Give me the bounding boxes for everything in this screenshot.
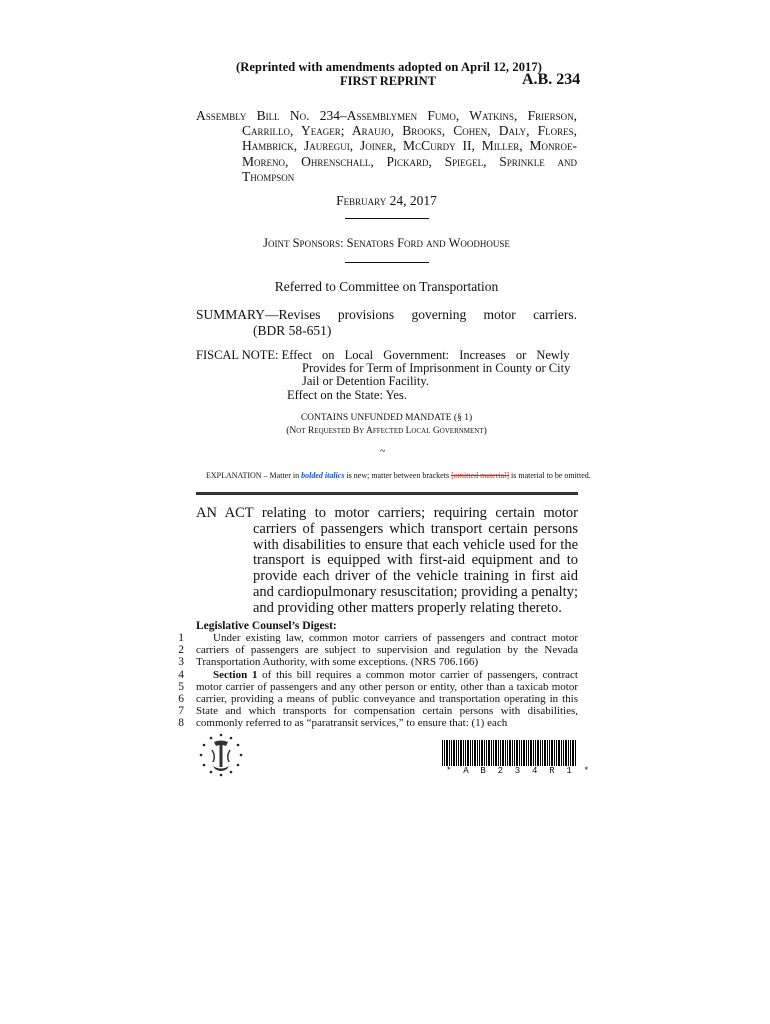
first-reprint-label: FIRST REPRINT [340, 74, 436, 88]
line-number: 1 [178, 632, 184, 644]
divider [345, 218, 429, 219]
explanation-new-matter: bolded italics [301, 471, 345, 480]
summary-word: motor [483, 307, 516, 322]
fiscal-label: FISCAL NOTE: [196, 348, 279, 362]
summary-label: SUMMARY—Revises [196, 307, 321, 322]
barcode-bar [537, 740, 539, 766]
summary [196, 307, 577, 338]
barcode-bar [463, 740, 464, 766]
reprint-note: (Reprinted with amendments adopted on April 12, 2017) [236, 60, 543, 74]
divider [345, 262, 429, 263]
barcode-bar [528, 740, 529, 766]
barcode-bar [446, 740, 448, 766]
digest-paragraph [196, 669, 578, 730]
barcode-bar [519, 740, 520, 766]
barcode-bar [484, 740, 485, 766]
digest-text: of this bill requires a common motor carrier of passengers, contract motor carrier of passengers and any other person or entity, other than a taxicab motor carrier, providing a means of public conveyance and transportation operating in this State and which transports for compensation certain persons with disabilities, commonly referred to as “paratransit services,” to ensure that: (1) each [196, 668, 578, 730]
barcode-bar [512, 740, 513, 766]
barcode-bar [458, 740, 459, 766]
barcode-bar [544, 740, 546, 766]
barcode-bar [453, 740, 455, 766]
barcode-bar [565, 740, 567, 766]
section-divider [196, 492, 578, 495]
barcode-bar [481, 740, 483, 766]
line-number: 5 [178, 680, 184, 693]
barcode-bar [540, 740, 541, 766]
line-number: 6 [178, 693, 184, 706]
barcode-bar [542, 740, 543, 766]
barcode-bar [449, 740, 450, 766]
line-number: 2 [178, 644, 184, 657]
barcode-bar [472, 740, 473, 766]
barcode-bar [486, 740, 487, 766]
explanation [206, 471, 591, 480]
barcode-bar [474, 740, 476, 766]
barcode-bar [526, 740, 527, 766]
barcode-bar [467, 740, 469, 766]
section-ref: Section 1 [213, 668, 258, 681]
barcode-bar [530, 740, 532, 766]
line-numbers [170, 632, 184, 730]
barcode-bar [477, 740, 478, 766]
fiscal-local-cont: Jail or Detention Facility. [302, 374, 429, 389]
barcode-bar [500, 740, 501, 766]
bill-date: February 24, 2017 [336, 193, 437, 208]
barcode-bar [554, 740, 555, 766]
barcode-bar [521, 740, 522, 766]
barcode-bar [570, 740, 571, 766]
barcode-bar [502, 740, 504, 766]
barcode-bar [516, 740, 518, 766]
barcode-bar [465, 740, 466, 766]
barcode-icon [442, 740, 576, 766]
barcode-bar [491, 740, 492, 766]
barcode-text: * A B 2 3 4 R 1 * [446, 766, 593, 776]
digest-heading: Legislative Counsel’s Digest: [196, 620, 337, 632]
barcode-bar [479, 740, 480, 766]
barcode-bar [558, 740, 560, 766]
mandate-line: CONTAINS UNFUNDED MANDATE (§ 1) [300, 413, 473, 423]
line-number: 8 [178, 717, 184, 730]
barcode-bar [561, 740, 562, 766]
line-number: 7 [178, 705, 184, 718]
tilde-mark: ~ [380, 446, 386, 457]
fiscal-local-cont: Provides for Term of Imprisonment in County or City [302, 361, 571, 376]
barcode-bar [575, 740, 576, 766]
line-number: 3 [178, 656, 184, 669]
barcode-bar [498, 740, 499, 766]
summary-word: governing [411, 307, 467, 322]
barcode-bar [547, 740, 548, 766]
joint-sponsors: Joint Sponsors: Senators Ford and Woodhouse [263, 236, 510, 250]
barcode-bar [549, 740, 550, 766]
barcode-bar [495, 740, 497, 766]
barcode-bar [505, 740, 506, 766]
barcode-bar [509, 740, 511, 766]
barcode-bar [551, 740, 553, 766]
state-seal-icon [198, 732, 244, 778]
summary-word: provisions [337, 307, 395, 322]
barcode-bar [444, 740, 445, 766]
fiscal-note [196, 349, 577, 402]
fiscal-local: Effect on Local Government: Increases or Newly [281, 348, 570, 362]
barcode-bar [533, 740, 534, 766]
barcode-bar [460, 740, 462, 766]
sponsors-list: Assembly Bill No. 234–Assemblymen Fumo, Watkins, Frierson, Carrillo, Yeager; Araujo, Brooks, Cohen, Daly, Flores, Hambrick, Jauregui, Joiner, McCurdy II, Miller, Monroe-Moreno, Ohrenschall, Pickard, Spiegel, Sprinkle and Thompson [196, 108, 577, 184]
mandate-line: (Not Requested By Affected Local Government) [286, 425, 487, 436]
summary-word: carriers. [533, 307, 577, 322]
barcode-bar [470, 740, 471, 766]
barcode-bar [563, 740, 564, 766]
barcode-bar [523, 740, 525, 766]
digest-paragraph: Under existing law, common motor carriers of passengers and contract motor carriers of passengers are subject to supervision and regulation by the Nevada Transportation Authority, with some exceptions. (NRS 706.166) [196, 632, 578, 669]
barcode-bar [451, 740, 452, 766]
fiscal-state: Effect on the State: Yes. [287, 387, 407, 402]
barcode-bar [442, 740, 443, 766]
explanation-omitted-matter: [omitted material] [451, 471, 510, 480]
barcode-bar [568, 740, 569, 766]
line-number: 4 [178, 668, 184, 681]
barcode-bar [556, 740, 557, 766]
barcode-bar [535, 740, 536, 766]
barcode-bar [493, 740, 494, 766]
barcode-bar [572, 740, 574, 766]
bill-number: A.B. 234 [522, 71, 581, 88]
bdr-number: (BDR 58-651) [253, 322, 332, 338]
unfunded-mandate [196, 412, 577, 437]
explanation-prefix: EXPLANATION – Matter in [206, 471, 300, 480]
barcode-bar [507, 740, 508, 766]
act-title: AN ACT relating to motor carriers; requiring certain motor carriers of passengers which transport certain persons with disabilities to ensure that each vehicle used for the transport is equipped with first-aid equipment and to provide each driver of the vehicle training in first aid and cardiopulmonary resuscitation; providing a penalty; and providing other matters properly relating thereto. [196, 505, 578, 616]
explanation-mid: is new; matter between brackets [346, 471, 450, 480]
barcode-bar [456, 740, 457, 766]
barcode-bar [488, 740, 490, 766]
digest-body [196, 632, 578, 730]
barcode-bar [514, 740, 515, 766]
explanation-suffix: is material to be omitted. [511, 471, 591, 480]
referral: Referred to Committee on Transportation [274, 279, 499, 294]
